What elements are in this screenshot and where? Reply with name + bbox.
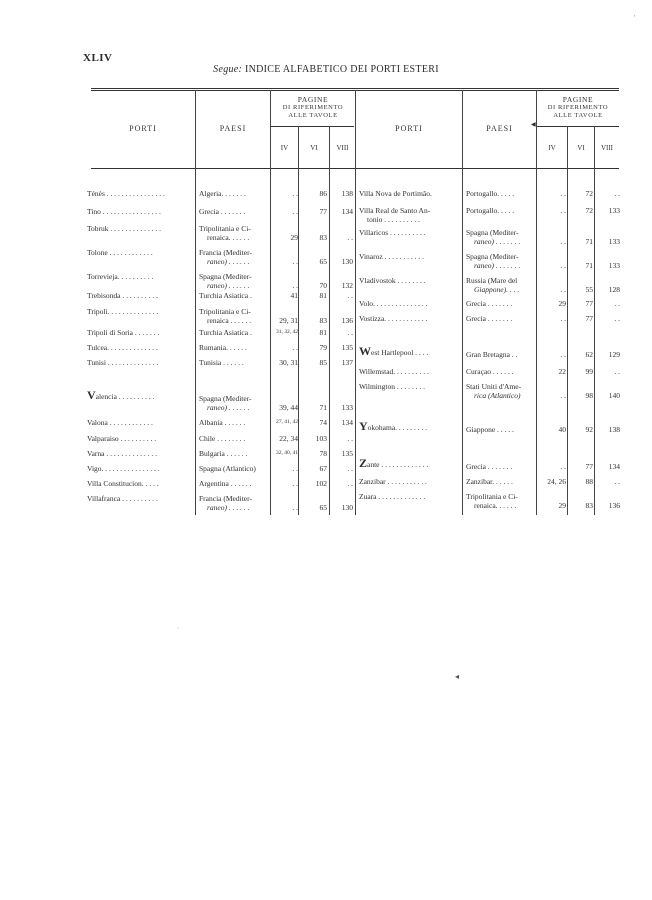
page-ref-vi: 71 bbox=[585, 261, 593, 270]
country: renaica. . . . . . bbox=[207, 233, 250, 242]
country: raneo) . . . . . . bbox=[207, 403, 250, 412]
page-ref-vi: 83 bbox=[585, 501, 593, 510]
port-name-rest: okohama. . . . . . . . . bbox=[367, 423, 428, 432]
pointer-arrow-icon: ◀ bbox=[531, 122, 536, 128]
page-ref-iv: . . bbox=[292, 207, 298, 216]
page-ref-vi: 72 bbox=[585, 189, 593, 198]
port-name: Vladivostok . . . . . . . . bbox=[359, 276, 426, 285]
page-number: XLIV bbox=[83, 52, 113, 64]
header-pagine-right bbox=[537, 96, 619, 120]
country: Zanzibar. . . . . . bbox=[466, 477, 513, 486]
country: Grecia . . . . . . . bbox=[466, 314, 513, 323]
page-ref-viii: 132 bbox=[341, 281, 353, 290]
country: Grecia . . . . . . . bbox=[466, 299, 513, 308]
page-ref-viii: 137 bbox=[341, 358, 353, 367]
page-ref-vi: 72 bbox=[585, 206, 593, 215]
header-paesi-right: PAESI bbox=[486, 124, 513, 133]
port-name-rest: ante . . . . . . . . . . . . . bbox=[367, 460, 429, 469]
page-ref-vi: 71 bbox=[585, 237, 593, 246]
page-ref-iv: 29 bbox=[290, 233, 298, 242]
page-ref-iv: . . bbox=[292, 343, 298, 352]
ink-dot: ˈ bbox=[177, 628, 179, 634]
port-name bbox=[359, 344, 429, 358]
header-pagine-left bbox=[271, 96, 355, 120]
page-ref-viii: 135 bbox=[341, 343, 353, 352]
page-ref-vi: 77 bbox=[319, 207, 327, 216]
country: Albania . . . . . . bbox=[199, 418, 246, 427]
page-ref-vi: 103 bbox=[315, 434, 327, 443]
header-col-viii: VIII bbox=[336, 144, 349, 152]
port-name: Ténès . . . . . . . . . . . . . . . . bbox=[87, 189, 165, 198]
country: renaica. . . . . . bbox=[474, 501, 517, 510]
port-name: Villaricos . . . . . . . . . . bbox=[359, 228, 426, 237]
port-name: Volo. . . . . . . . . . . . . . . bbox=[359, 299, 428, 308]
country: raneo) . . . . . . bbox=[207, 503, 250, 512]
country: Gran Bretagna . . bbox=[466, 350, 518, 359]
page-ref-iv: . . bbox=[292, 479, 298, 488]
page-ref-iv: 41 bbox=[290, 291, 298, 300]
page-ref-iv: 32, 40, 41 bbox=[276, 450, 298, 456]
country: Spagna (Mediter- bbox=[466, 252, 519, 261]
page-ref-viii: 134 bbox=[608, 462, 620, 471]
page-ref-vi: 65 bbox=[319, 257, 327, 266]
page-ref-iv: . . bbox=[560, 462, 566, 471]
country: Spagna (Mediter- bbox=[466, 228, 519, 237]
page-ref-iv: . . bbox=[560, 261, 566, 270]
port-name-rest: alencia . . . . . . . . . . bbox=[95, 392, 155, 401]
country: Francia (Mediter- bbox=[199, 494, 252, 503]
page-ref-vi: 62 bbox=[585, 350, 593, 359]
page-ref-iv: 27, 41, 42 bbox=[276, 419, 298, 425]
page-ref-viii: 134 bbox=[341, 207, 353, 216]
page-ref-iv: . . bbox=[292, 257, 298, 266]
country: renaica . . . . . . bbox=[207, 316, 252, 325]
page-ref-iv: . . bbox=[292, 281, 298, 290]
port-name: Tripoli di Soria . . . . . . . bbox=[87, 328, 160, 337]
country: Spagna (Mediter- bbox=[199, 272, 252, 281]
page-ref-vi: 77 bbox=[585, 462, 593, 471]
page-ref-iv: . . bbox=[560, 350, 566, 359]
port-name: Varna . . . . . . . . . . . . . . bbox=[87, 449, 157, 458]
page-ref-viii: 128 bbox=[608, 285, 620, 294]
header-col-vi: VI bbox=[577, 144, 585, 152]
country: Rumania. . . . . . bbox=[199, 343, 247, 352]
country: raneo) . . . . . . bbox=[207, 281, 250, 290]
country: Spagna (Atlantico) bbox=[199, 464, 256, 473]
page-ref-vi: 67 bbox=[319, 464, 327, 473]
header-porti-left: PORTI bbox=[129, 124, 157, 133]
page-ref-viii: . . bbox=[614, 299, 620, 308]
country: Tripolitania e Ci- bbox=[466, 492, 518, 501]
page-ref-viii: 140 bbox=[608, 391, 620, 400]
country: raneo) . . . . . . bbox=[207, 257, 250, 266]
page-ref-viii: 133 bbox=[608, 206, 620, 215]
page-ref-vi: 83 bbox=[319, 233, 327, 242]
page-ref-viii: 133 bbox=[341, 403, 353, 412]
port-name: Tino . . . . . . . . . . . . . . . . bbox=[87, 207, 161, 216]
header-col-viii: VIII bbox=[600, 144, 614, 152]
country: Bulgaria . . . . . . bbox=[199, 449, 248, 458]
page-ref-iv: . . bbox=[292, 464, 298, 473]
table-top-rule bbox=[91, 88, 619, 89]
page-ref-viii: . . bbox=[347, 233, 353, 242]
country: Grecia . . . . . . . bbox=[466, 462, 513, 471]
country: Turchia Asiatica . bbox=[199, 291, 252, 300]
port-name: Zuara . . . . . . . . . . . . . bbox=[359, 492, 426, 501]
port-initial: Y bbox=[359, 419, 368, 433]
port-name: Trebisonda . . . . . . . . . . bbox=[87, 291, 158, 300]
page-ref-viii: 129 bbox=[608, 350, 620, 359]
page-ref-vi: 83 bbox=[319, 316, 327, 325]
page-ref-vi: 86 bbox=[319, 189, 327, 198]
col-rule bbox=[195, 90, 196, 515]
country: Tunisia . . . . . . bbox=[199, 358, 244, 367]
page-ref-viii: . . bbox=[347, 479, 353, 488]
header-col-iv: IV bbox=[280, 144, 289, 152]
port-name: Vostizza. . . . . . . . . . . . bbox=[359, 314, 428, 323]
port-initial: V bbox=[87, 388, 96, 402]
port-name: Villa Constitucion. . . . . bbox=[87, 479, 159, 488]
country: Curaçao . . . . . . bbox=[466, 367, 514, 376]
port-name-continued: tonio . . . . . . . . . . bbox=[367, 215, 420, 224]
country: Grecia . . . . . . . bbox=[199, 207, 246, 216]
port-name: Villafranca . . . . . . . . . . bbox=[87, 494, 158, 503]
page-ref-iv: 40 bbox=[558, 425, 566, 434]
header-porti-right: PORTI bbox=[395, 124, 423, 133]
col-rule-center bbox=[355, 90, 356, 515]
page-ref-iv: . . bbox=[560, 206, 566, 215]
page-ref-vi: 88 bbox=[585, 477, 593, 486]
page-ref-viii: 138 bbox=[341, 189, 353, 198]
country: Spagna (Mediter- bbox=[199, 394, 252, 403]
country: Giappone). . . . bbox=[474, 285, 520, 294]
country: raneo) . . . . . . . bbox=[474, 261, 521, 270]
page-ref-iv: 22 bbox=[558, 367, 566, 376]
page-ref-vi: 92 bbox=[585, 425, 593, 434]
title-prefix: Segue: bbox=[213, 64, 243, 75]
page-ref-vi: 81 bbox=[319, 291, 327, 300]
page-ref-viii: 133 bbox=[608, 261, 620, 270]
page-ref-viii: 138 bbox=[608, 425, 620, 434]
page-ref-viii: . . bbox=[614, 189, 620, 198]
header-col-vi: VI bbox=[310, 144, 318, 152]
page-ref-viii: . . bbox=[614, 367, 620, 376]
page-ref-iv: 24, 26 bbox=[547, 477, 566, 486]
country: Russia (Mare del bbox=[466, 276, 518, 285]
port-name: Torrevieja. . . . . . . . . . bbox=[87, 272, 154, 281]
country: Turchia Asiatica . bbox=[199, 328, 252, 337]
header-pagine-line2: DI RIFERIMENTO bbox=[282, 104, 344, 111]
port-name bbox=[359, 456, 429, 470]
page-ref-iv: . . bbox=[560, 391, 566, 400]
header-pagine-line1: PAGINE bbox=[562, 95, 594, 104]
country: rica (Atlantico) bbox=[474, 391, 521, 400]
port-name-rest: est Hartlepool . . . . bbox=[371, 348, 429, 357]
page-title bbox=[0, 64, 652, 75]
port-name: Tolone . . . . . . . . . . . . bbox=[87, 248, 153, 257]
page-ref-iv: . . bbox=[560, 285, 566, 294]
port-name: Valona . . . . . . . . . . . . bbox=[87, 418, 153, 427]
page-ref-iv: . . bbox=[560, 237, 566, 246]
page-ref-iv: 30, 31 bbox=[279, 358, 298, 367]
col-rule bbox=[462, 90, 463, 515]
page-ref-iv: 39, 44 bbox=[279, 403, 298, 412]
page-ref-vi: 79 bbox=[319, 343, 327, 352]
page-ref-vi: 55 bbox=[585, 285, 593, 294]
port-name: Willemstad. . . . . . . . . . bbox=[359, 367, 429, 376]
page-ref-vi: 78 bbox=[319, 449, 327, 458]
country: Stati Uniti d'Ame- bbox=[466, 382, 522, 391]
page-ref-viii: . . bbox=[347, 464, 353, 473]
page-ref-vi: 77 bbox=[585, 299, 593, 308]
country: raneo) . . . . . . . bbox=[474, 237, 521, 246]
page-ref-viii: 130 bbox=[341, 257, 353, 266]
page-ref-iv: 29 bbox=[558, 299, 566, 308]
country: Giappone . . . . . bbox=[466, 425, 514, 434]
country: Chile . . . . . . . . bbox=[199, 434, 246, 443]
port-initial: W bbox=[359, 344, 371, 358]
page-ref-vi: 98 bbox=[585, 391, 593, 400]
page-ref-vi: 70 bbox=[319, 281, 327, 290]
page-ref-viii: . . bbox=[614, 477, 620, 486]
page-ref-vi: 65 bbox=[319, 503, 327, 512]
page-ref-vi: 85 bbox=[319, 358, 327, 367]
page-ref-vi: 71 bbox=[319, 403, 327, 412]
port-name: Vigo. . . . . . . . . . . . . . . . bbox=[87, 464, 160, 473]
page-ref-iv: 29 bbox=[558, 501, 566, 510]
port-name: Tripoli. . . . . . . . . . . . . . bbox=[87, 307, 159, 316]
page-ref-viii: . . bbox=[347, 328, 353, 337]
page-ref-viii: . . bbox=[347, 434, 353, 443]
country: Tripolitania e Ci- bbox=[199, 224, 251, 233]
country: Algeria. . . . . . . bbox=[199, 189, 246, 198]
port-name: Valparaiso . . . . . . . . . . bbox=[87, 434, 157, 443]
page-ref-iv: . . bbox=[560, 314, 566, 323]
page-ref-viii: 134 bbox=[341, 418, 353, 427]
page-ref-iv: 31, 32, 42 bbox=[276, 329, 298, 335]
country: Portogallo. . . . . bbox=[466, 189, 515, 198]
port-initial: Z bbox=[359, 456, 368, 470]
port-name bbox=[359, 419, 428, 433]
page-ref-vi: 99 bbox=[585, 367, 593, 376]
page-ref-viii: 135 bbox=[341, 449, 353, 458]
header-pagine-line2: DI RIFERIMENTO bbox=[547, 104, 609, 111]
title-text: INDICE ALFABETICO DEI PORTI ESTERI bbox=[244, 64, 439, 75]
port-name bbox=[87, 388, 155, 402]
header-pagine-line1: PAGINE bbox=[297, 95, 329, 104]
port-name: Wilmington . . . . . . . . bbox=[359, 382, 425, 391]
page-ref-vi: 81 bbox=[319, 328, 327, 337]
port-name: Tunisi . . . . . . . . . . . . . . bbox=[87, 358, 159, 367]
port-name: Tobruk . . . . . . . . . . . . . . bbox=[87, 224, 162, 233]
header-paesi-left: PAESI bbox=[219, 124, 247, 133]
page-ref-vi: 77 bbox=[585, 314, 593, 323]
country: Argentina . . . . . . bbox=[199, 479, 252, 488]
port-name: Villa Nova de Portimão. bbox=[359, 189, 432, 198]
pagine-right-divider bbox=[536, 126, 619, 127]
header-pagine-line3: ALLE TAVOLE bbox=[553, 112, 603, 119]
page-ref-vi: 102 bbox=[315, 479, 327, 488]
country: Portogallo. . . . . bbox=[466, 206, 515, 215]
country: Tripolitania e Ci- bbox=[199, 307, 251, 316]
page-ref-iv: . . bbox=[292, 189, 298, 198]
page-ref-iv: . . bbox=[560, 189, 566, 198]
header-pagine-line3: ALLE TAVOLE bbox=[288, 112, 338, 119]
port-name: Villa Real de Santo An- bbox=[359, 206, 431, 215]
page-ref-iv: . . bbox=[292, 503, 298, 512]
page-ref-vi: 74 bbox=[319, 418, 327, 427]
page-ref-viii: 136 bbox=[608, 501, 620, 510]
header-col-iv: IV bbox=[548, 144, 556, 152]
page-ref-viii: 130 bbox=[341, 503, 353, 512]
port-name: Zanzibar . . . . . . . . . . . bbox=[359, 477, 427, 486]
page-ref-iv: 22, 34 bbox=[279, 434, 298, 443]
port-name: Tulcea. . . . . . . . . . . . . . bbox=[87, 343, 158, 352]
ink-dot: ◂ bbox=[455, 672, 460, 681]
country: Francia (Mediter- bbox=[199, 248, 252, 257]
page-ref-viii: . . bbox=[614, 314, 620, 323]
page-ref-viii: . . bbox=[347, 291, 353, 300]
page-ref-viii: 133 bbox=[608, 237, 620, 246]
page-ref-iv: 29, 31 bbox=[279, 316, 298, 325]
pagine-left-divider bbox=[270, 126, 354, 127]
edge-mark: ˈ bbox=[633, 14, 636, 23]
port-name: Vinaroz . . . . . . . . . . . bbox=[359, 252, 424, 261]
page-ref-viii: 136 bbox=[341, 316, 353, 325]
